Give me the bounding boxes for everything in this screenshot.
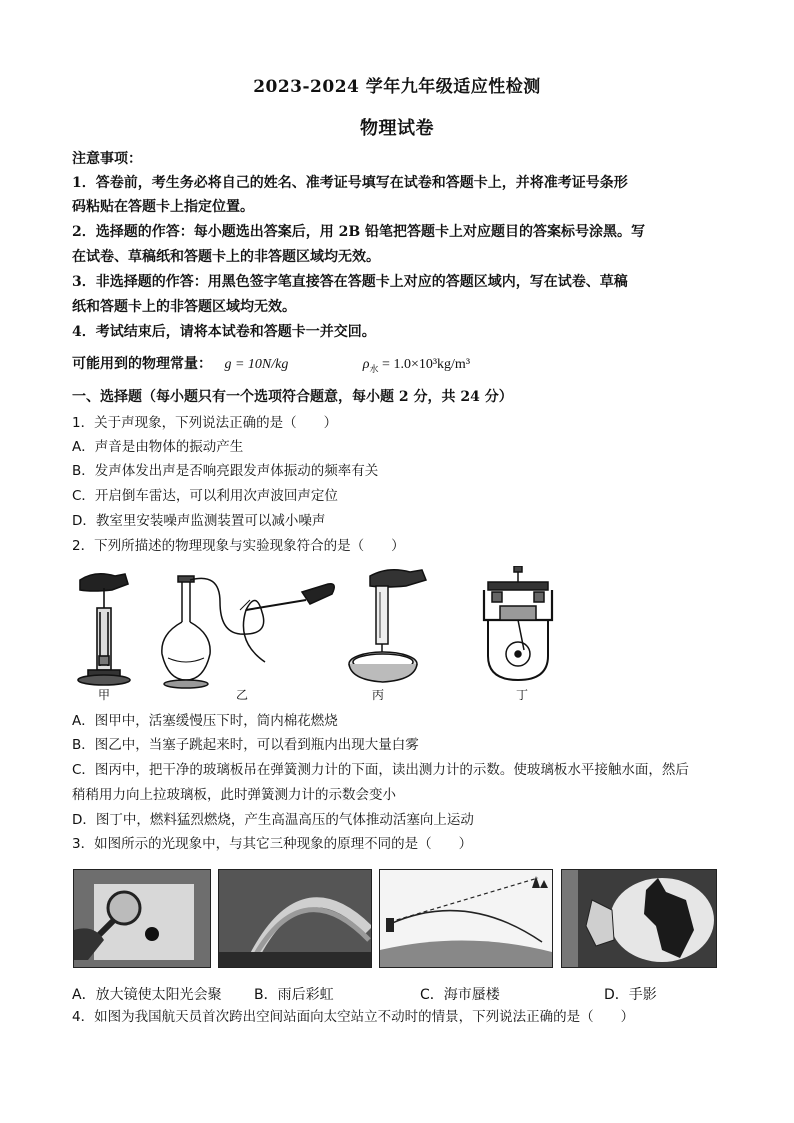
q3-option-a: A．放大镜使太阳光会聚	[72, 987, 222, 1003]
label-yi: 乙	[236, 688, 249, 702]
q2-option-d: D．图丁中，燃料猛烈燃烧，产生高温高压的气体推动活塞向上运动	[72, 812, 474, 828]
photo-hand-shadow	[561, 869, 717, 968]
rho-symbol: ρ	[362, 357, 370, 372]
constant-rho	[363, 357, 470, 372]
q1-stem: 1．关于声现象，下列说法正确的是（ ）	[72, 415, 338, 431]
note-1-line-1: 1．答卷前，考生务必将自己的姓名、准考证号填写在试卷和答题卡上，并将准考证号条形	[72, 175, 628, 191]
q1-option-b: B．发声体发出声是否响亮跟发声体振动的频率有关	[72, 463, 379, 479]
q1-option-c: C．开启倒车雷达，可以利用次声波回声定位	[72, 488, 338, 504]
rho-value: = 1.0×10³kg/m³	[378, 357, 471, 372]
section-1-heading: 一、选择题（每小题只有一个选项符合题意，每小题 2 分，共 24 分）	[72, 389, 513, 405]
figure-yi-flask	[162, 576, 334, 688]
note-2-line-2: 在试卷、草稿纸和答题卡上的非答题区域均无效。	[72, 249, 380, 265]
note-2-line-1: 2．选择题的作答：每小题选出答案后，用 2B 铅笔把答题卡上对应题目的答案标号涂黑。写	[72, 224, 646, 240]
q3-option-d: D．手影	[604, 987, 657, 1003]
exam-subtitle: 物理试卷	[360, 118, 434, 139]
exam-title: 2023-2024 学年九年级适应性检测	[253, 77, 541, 97]
note-1-line-2: 码粘贴在答题卡上指定位置。	[72, 199, 254, 215]
constant-g: g = 10N/kg	[224, 357, 289, 372]
q1-option-d: D．教室里安装噪声监测装置可以减小噪声	[72, 513, 326, 529]
q3-option-c: C．海市蜃楼	[420, 987, 500, 1003]
label-jia: 甲	[98, 688, 111, 702]
q2-figures	[70, 562, 450, 702]
q3-option-b: B．雨后彩虹	[254, 987, 334, 1003]
figure-ding-engine	[478, 566, 558, 684]
photo-magnifier	[73, 869, 211, 968]
constants-label: 可能用到的物理常量：	[72, 356, 212, 372]
q2-option-c-line-1: C．图丙中，把干净的玻璃板吊在弹簧测力计的下面，读出测力计的示数。使玻璃板水平接触水面，然后	[72, 762, 689, 778]
constants-row	[72, 355, 732, 378]
q2-option-c-line-2: 稍稍用力向上拉玻璃板，此时弹簧测力计的示数会变小	[72, 787, 396, 803]
note-3-line-1: 3．非选择题的作答：用黑色签字笔直接答在答题卡上对应的答题区域内，写在试卷、草稿	[72, 274, 628, 290]
q3-stem: 3．如图所示的光现象中，与其它三种现象的原理不同的是（ ）	[72, 836, 473, 852]
figure-jia-syringe	[78, 574, 130, 685]
label-ding: 丁	[516, 688, 529, 702]
figure-bing-spring-scale	[349, 570, 426, 682]
photo-mirage	[379, 869, 553, 968]
q1-option-a: A．声音是由物体的振动产生	[72, 439, 244, 455]
q4-stem: 4．如图为我国航天员首次跨出空间站面向太空站立不动时的情景，下列说法正确的是（ ）	[72, 1009, 635, 1025]
notes-heading: 注意事项：	[72, 151, 142, 167]
label-bing: 丙	[372, 688, 385, 702]
q2-stem: 2．下列所描述的物理现象与实验现象符合的是（ ）	[72, 538, 405, 554]
note-3-line-2: 纸和答题卡上的非答题区域均无效。	[72, 299, 296, 315]
q2-option-b: B．图乙中，当塞子跳起来时，可以看到瓶内出现大量白雾	[72, 737, 419, 753]
note-4: 4．考试结束后，请将本试卷和答题卡一并交回。	[72, 324, 376, 340]
rho-subscript: 水	[369, 363, 379, 374]
q2-option-a: A．图甲中，活塞缓慢压下时，筒内棉花燃烧	[72, 713, 338, 729]
photo-rainbow	[218, 869, 372, 968]
